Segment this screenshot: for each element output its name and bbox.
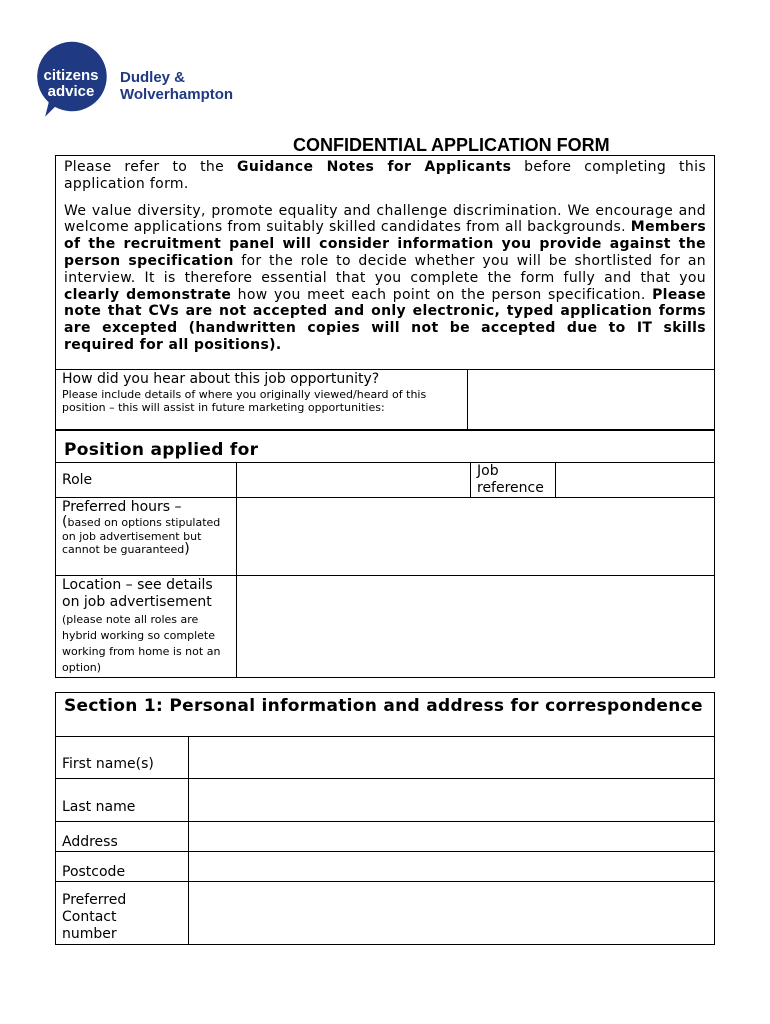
job-reference-field[interactable] [556,463,715,498]
section1-heading: Section 1: Personal information and address for correspondence [64,696,703,716]
location-field[interactable] [237,576,715,678]
role-field[interactable] [237,463,471,498]
preferred-hours-label: Preferred hours – [62,499,182,515]
contact-number-label: Preferred Contact number [56,882,189,945]
section1-table [55,736,715,945]
hear-question-cell [56,370,468,431]
location-note: (please note all roles are hybrid working so complete working from home is not an option) [62,613,221,674]
section1-heading-box [55,692,715,737]
logo-wordmark: citizens advice [43,67,99,100]
position-heading-box [55,429,715,463]
last-name-label: Last name [56,779,189,822]
intro-paragraph-1: Please refer to the Guidance Notes for Applicants before completing this application form. [64,159,706,192]
job-reference-label: Job reference [471,463,556,498]
location-label: Location – see details on job advertisement [62,577,213,610]
first-name-field[interactable] [189,737,715,779]
preferred-hours-note: (based on options stipulated on job advertisement but cannot be guaranteed) [62,514,221,557]
intro-box [55,155,715,370]
page-title: CONFIDENTIAL APPLICATION FORM [293,135,610,155]
hear-about-table [55,369,715,431]
hear-answer-field[interactable] [468,370,715,431]
role-label: Role [56,463,237,498]
postcode-label: Postcode [56,852,189,882]
location-label-cell [56,576,237,678]
postcode-field[interactable] [189,852,715,882]
address-field[interactable] [189,822,715,852]
position-table [55,462,715,678]
preferred-hours-label-cell [56,498,237,576]
contact-number-field[interactable] [189,882,715,945]
hear-question: How did you hear about this job opportunity? [62,371,380,387]
intro-paragraph-2: We value diversity, promote equality and challenge discrimination. We encourage and welcome applications from suitably skilled candidates from all backgrounds. Members of the recruitment panel will consider information you provide against the person specification for the role to decide whether you will be shortlisted for an interview. It is therefore essential that you complete the form fully and that you clearly demonstrate how you meet each point on the person specification. Please note that CVs are not accepted and only electronic, typed application forms are excepted (handwritten copies will not be accepted due to IT skills required for all positions). [64,202,706,353]
citizens-advice-logo [30,40,250,132]
logo-org-name: Dudley & Wolverhampton [120,69,234,103]
first-name-label: First name(s) [56,737,189,779]
last-name-field[interactable] [189,779,715,822]
address-label: Address [56,822,189,852]
hear-note: Please include details of where you originally viewed/heard of this position – this will assist in future marketing opportunities: [62,388,427,414]
preferred-hours-field[interactable] [237,498,715,576]
position-heading: Position applied for [64,440,259,460]
